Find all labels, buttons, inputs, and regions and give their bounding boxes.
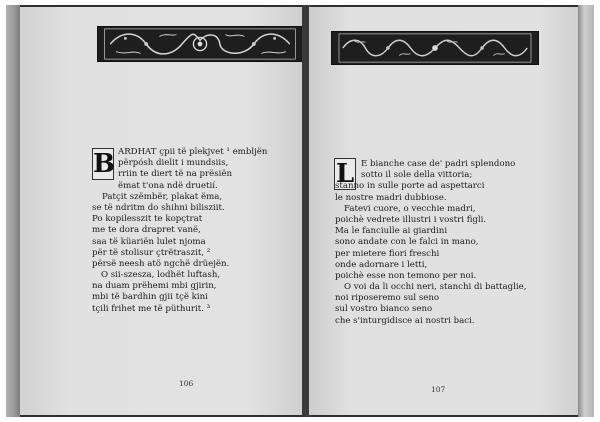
albanian-poem <box>92 147 267 315</box>
right-headpiece-ornament <box>331 31 539 65</box>
poem-line: sono andate con le falci in mano, <box>335 237 479 248</box>
poem-line: O sii-szesza, lodhët luftash, <box>101 270 221 281</box>
poem-line: ëmat t'ona ndë druetií. <box>118 180 218 191</box>
floral-ornament-icon <box>332 32 538 64</box>
poem-line: rriin te diert të na prësiën <box>118 169 233 180</box>
poem-line: përpósh dielit i mundsiis, <box>118 158 229 169</box>
dropcap-b: B <box>93 149 115 179</box>
page-number: 107 <box>431 385 446 394</box>
poem-line: Po kopilesszit te kopçtrat <box>92 214 203 225</box>
poem-line: noi riposeremo sul seno <box>335 293 440 304</box>
poem-line: Patçit szëmbër, plakat ëma, <box>102 191 223 202</box>
poem-line: sotto il sole della vittoria; <box>361 170 473 181</box>
left-page-edge <box>6 5 20 417</box>
right-page <box>309 7 578 415</box>
poem-line: mbi të bardhin gjii tçë kini <box>92 292 208 303</box>
poem-line: E bianche case de' padri splendono <box>361 159 516 169</box>
poem-line: përsë neesh atö ngchë drüejën. <box>92 258 230 269</box>
poem-line: për të stolisur çtrëtraszit, ² <box>92 247 211 258</box>
page-number: 106 <box>179 379 194 388</box>
poem-line: na duam prëhemi mbi gjirin, <box>92 281 217 292</box>
poem-line: poichè vedrete illustri i vostri figli. <box>335 214 487 225</box>
poem-line: Ma le fanciulle ai giardini <box>335 226 448 237</box>
poem-line: sul vostro bianco seno <box>335 304 433 315</box>
poem-line: se të ndritm do shihni bilisziit. <box>92 202 225 213</box>
poem-line: ARDHAT çpii të plekjvet ¹ embljën <box>118 147 268 157</box>
right-page-edge <box>578 5 594 417</box>
left-headpiece-ornament <box>97 26 303 62</box>
poem-line: saa të küariën lulet njoma <box>92 236 206 247</box>
poem-line: O voi da li occhi neri, stanchi di battaglie, <box>344 282 527 293</box>
poem-line: poichè esse non temono per noi. <box>335 270 477 281</box>
book-spread <box>6 5 594 417</box>
poem-line: onde adornare i letti, <box>335 259 428 270</box>
dropcap-l: L <box>335 159 355 189</box>
poem-line: Fatevi cuore, o vecchie madri, <box>344 203 476 214</box>
floral-ornament-icon <box>98 27 302 61</box>
poem-line: me te dora drapret vanë, <box>92 225 201 236</box>
poem-line: stanno in sulle porte ad aspettarci <box>335 181 485 192</box>
italian-poem <box>335 159 526 327</box>
poem-line: le nostre madri dubbiose. <box>335 192 447 203</box>
poem-line: tçili frihet me të püthurit. ³ <box>92 303 211 314</box>
left-page <box>20 7 304 415</box>
poem-line: che s'inturgidisce ai nostri baci. <box>335 315 475 326</box>
poem-line: per mietere fiori freschi <box>335 248 440 259</box>
